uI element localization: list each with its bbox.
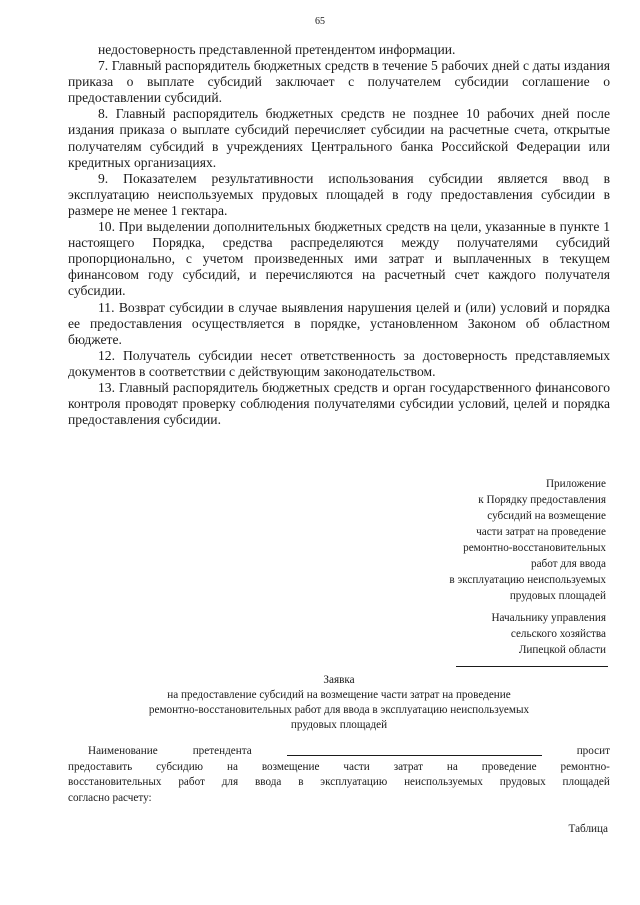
appendix-line: к Порядку предоставления — [478, 494, 606, 506]
application-word: для — [221, 776, 239, 788]
paragraph-continuation: недостоверность представленной претендентом информации. — [98, 42, 456, 57]
table-label: Таблица — [568, 823, 608, 835]
application-word: претендента — [192, 745, 252, 757]
application-row-4: согласно расчету: — [68, 791, 152, 804]
application-word: прудовых — [499, 776, 546, 788]
application-row-3 — [68, 775, 610, 791]
application-row-2 — [68, 760, 610, 776]
appendix-line: работ для ввода — [530, 558, 606, 570]
page-number: 65 — [315, 16, 325, 27]
paragraph-12: 12. Получатель субсидии несет ответственность за достоверность представляемых документов в соответствии с действующим законодательством. — [68, 347, 610, 379]
application-word: ввода — [254, 776, 282, 788]
addressee-block — [356, 610, 606, 658]
application-word: работ — [178, 776, 205, 788]
appendix-line: ремонтно-восстановительных — [463, 542, 606, 554]
application-word: неиспользуемых — [404, 776, 483, 788]
addressee-line: Липецкой области — [518, 644, 606, 656]
application-word: просит — [576, 745, 610, 757]
application-word: части — [343, 760, 370, 773]
appendix-line: в эксплуатацию неиспользуемых — [449, 574, 606, 586]
paragraph-13: 13. Главный распорядитель бюджетных средств и орган государственного финансового контроля проводят проверку соблюдения получателями субсидии условий, целей и порядка предоставления субсидии. — [68, 379, 610, 428]
appendix-line: субсидий на возмещение — [487, 510, 606, 522]
application-word: в — [298, 776, 304, 788]
addressee-line: сельского хозяйства — [510, 628, 606, 640]
application-row-1 — [68, 744, 610, 760]
request-subtitle-line: на предоставление субсидий на возмещение части затрат на проведение — [167, 689, 511, 701]
paragraph-11: 11. Возврат субсидии в случае выявления нарушения целей и (или) условий и порядка ее предоставления осуществляется в порядке, установленном Законом об областном бюджете. — [68, 299, 610, 347]
appendix-line: Приложение — [545, 478, 606, 490]
appendix-header — [326, 476, 606, 604]
application-word: проведение — [481, 760, 537, 773]
application-word: затрат — [393, 760, 423, 773]
paragraph-8: 8. Главный распорядитель бюджетных средств не позднее 10 рабочих дней после издания приказа о выплате субсидий перечисляет субсидии на расчетные счета, открытые получателям субсидий в учреждениях Центрального банка Российской Федерации или кредитных организациях. — [68, 106, 610, 170]
appendix-line: части затрат на проведение — [476, 526, 606, 538]
application-word: на — [446, 760, 458, 773]
addressee-signature-line — [456, 666, 608, 667]
paragraph-7: 7. Главный распорядитель бюджетных средств в течение 5 рабочих дней с даты издания приказа о выплате субсидий заключает с получателем субсидии соглашение о предоставлении субсидий. — [68, 58, 610, 106]
application-word: возмещение — [261, 760, 320, 773]
application-word: предоставить — [68, 760, 133, 773]
application-word: на — [226, 760, 238, 773]
application-word: ремонтно- — [560, 760, 610, 773]
application-text — [68, 744, 610, 806]
application-word: площадей — [562, 776, 610, 788]
paragraph-10: 10. При выделении дополнительных бюджетных средств на цели, указанные в пункте 1 настоящего Порядка, средства распределяются между получателями субсидий пропорционально, с учетом произведенных ими затрат и выплаченных в текущем финансовом году субсидий, и перечисляются на расчетный счет каждого получателя субсидии. — [68, 219, 610, 299]
request-heading: Заявка — [323, 674, 355, 686]
appendix-line: прудовых площадей — [509, 590, 606, 602]
application-word: субсидию — [156, 760, 204, 773]
request-title — [68, 673, 610, 733]
addressee-line: Начальнику управления — [491, 612, 606, 624]
application-word: Наименование — [88, 745, 158, 757]
application-word: восстановительных — [68, 776, 162, 788]
body-text — [68, 42, 610, 428]
request-subtitle-line: прудовых площадей — [290, 719, 388, 731]
paragraph-9: 9. Показателем результативности использования субсидии является ввод в эксплуатацию неиспользуемых прудовых площадей в году предоставления субсидии в размере не менее 1 гектара. — [68, 170, 610, 218]
request-subtitle-line: ремонтно-восстановительных работ для ввода в эксплуатацию неиспользуемых — [148, 704, 530, 716]
application-word: эксплуатацию — [320, 776, 388, 788]
applicant-name-field[interactable] — [287, 744, 542, 756]
